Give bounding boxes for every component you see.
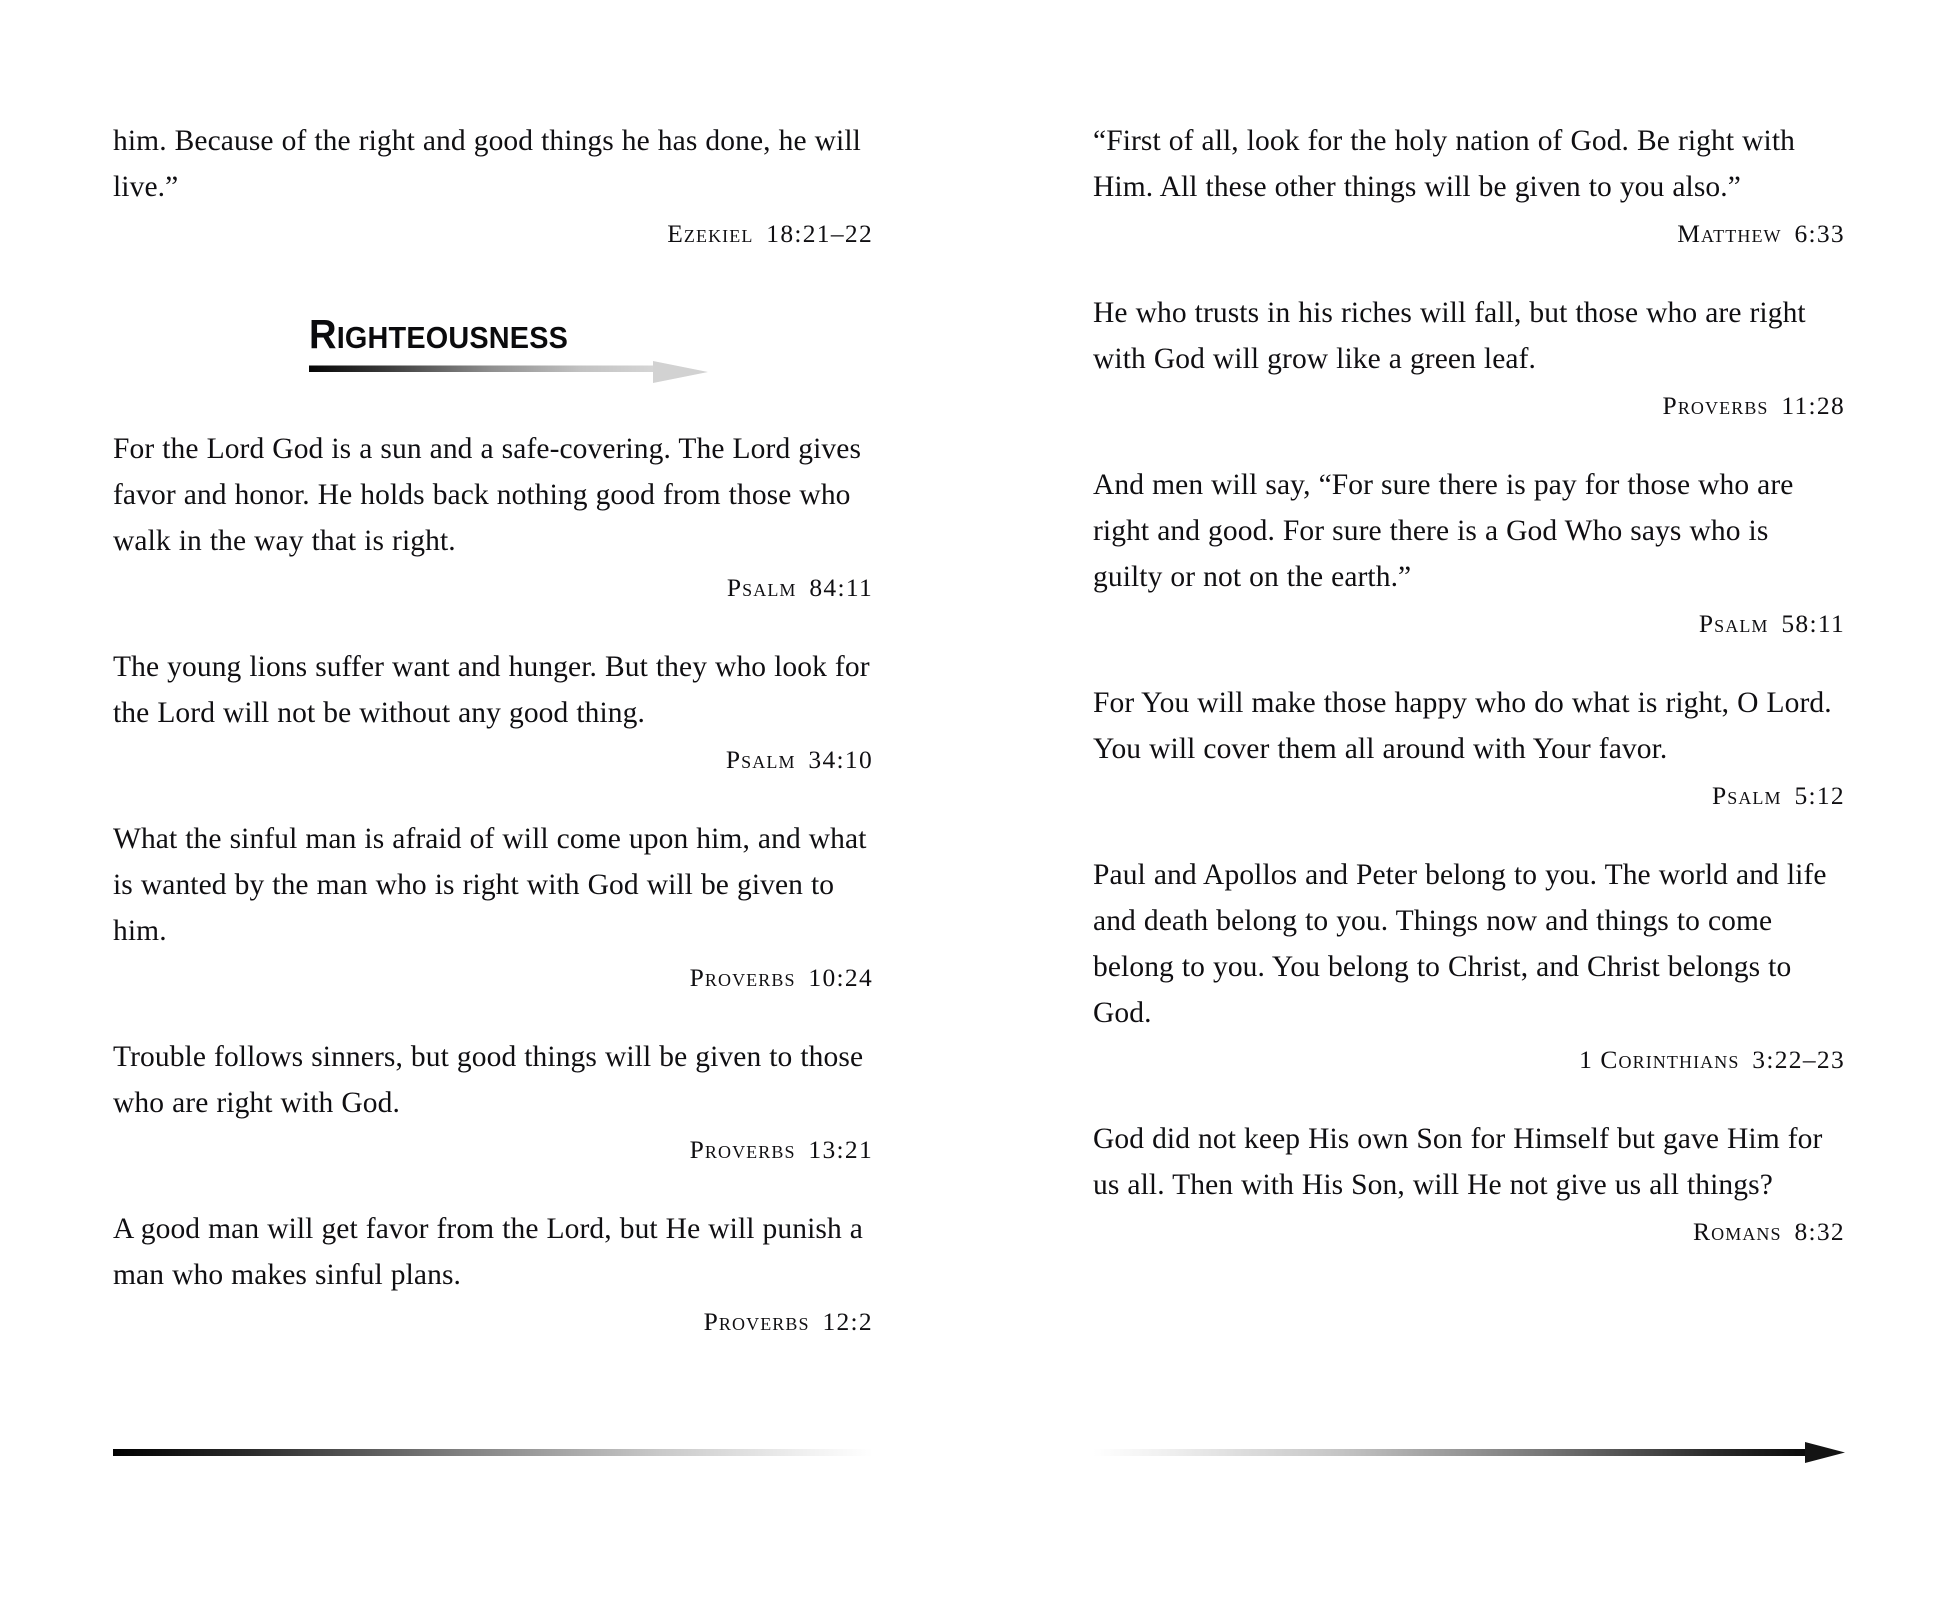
verse-text: And men will say, “For sure there is pay for those who are right and good. For sure there is a God Who says who is guilty or not on the earth.” xyxy=(1093,469,1794,593)
verse-reference-number: 13:21 xyxy=(795,1135,873,1164)
verse-block xyxy=(1093,1116,1845,1254)
verse-text: He who trusts in his riches will fall, but those who are right with God will grow like a green leaf. xyxy=(1093,297,1806,375)
section-heading-arrow-icon xyxy=(309,358,708,386)
verse-reference-book: Proverbs xyxy=(1662,391,1769,420)
verse-block xyxy=(113,118,873,256)
verse-reference xyxy=(1093,602,1845,646)
verse-block xyxy=(113,644,873,782)
verse-text: Paul and Apollos and Peter belong to you. The world and life and death belong to you. Things now and things to come belong to you. You belong to Christ, and Christ belongs to God. xyxy=(1093,859,1827,1029)
verse-reference-book: Psalm xyxy=(1698,609,1769,638)
right-page-column xyxy=(973,0,1946,1598)
verse-block xyxy=(113,426,873,610)
verse-reference-book: Ezekiel xyxy=(667,219,754,248)
section-heading-title xyxy=(309,311,569,357)
verse-reference xyxy=(1093,212,1845,256)
verse-block xyxy=(1093,462,1845,646)
verse-reference xyxy=(1093,774,1845,818)
verse-reference-number: 34:10 xyxy=(795,745,873,774)
verse-block xyxy=(1093,118,1845,256)
verse-text: “First of all, look for the holy nation of God. Be right with Him. All these other things will be given to you also.” xyxy=(1093,125,1795,203)
verse-block xyxy=(113,816,873,1000)
verse-reference xyxy=(1093,1210,1845,1254)
verse-reference xyxy=(113,956,873,1000)
section-heading xyxy=(113,308,873,386)
verse-block xyxy=(1093,680,1845,818)
verse-text: The young lions suffer want and hunger. But they who look for the Lord will not be without any good thing. xyxy=(113,651,870,729)
verse-reference xyxy=(113,738,873,782)
section-heading-dropcap: R xyxy=(309,311,337,357)
section-heading-rest: IGHTEOUSNESS xyxy=(336,320,569,355)
verse-reference xyxy=(113,1300,873,1344)
verse-text: him. Because of the right and good things he has done, he will live.” xyxy=(113,125,861,203)
verse-reference-book: 1 Corinthians xyxy=(1579,1045,1740,1074)
verse-reference-book: Psalm xyxy=(725,745,796,774)
verse-text: For You will make those happy who do what is right, O Lord. You will cover them all around with Your favor. xyxy=(1093,687,1832,765)
verse-reference xyxy=(113,566,873,610)
verse-text: For the Lord God is a sun and a safe-covering. The Lord gives favor and honor. He holds back nothing good from those who walk in the way that is right. xyxy=(113,433,862,557)
verse-reference-book: Proverbs xyxy=(703,1307,810,1336)
verse-text: Trouble follows sinners, but good things will be given to those who are right with God. xyxy=(113,1041,864,1119)
verse-reference xyxy=(1093,1038,1845,1082)
verse-reference-book: Psalm xyxy=(1711,781,1782,810)
verse-reference-number: 6:33 xyxy=(1781,219,1845,248)
verse-block xyxy=(113,1034,873,1172)
verse-reference-number: 12:2 xyxy=(809,1307,873,1336)
verse-text: What the sinful man is afraid of will come upon him, and what is wanted by the man who is right with God will be given to him. xyxy=(113,823,867,947)
verse-reference-number: 11:28 xyxy=(1768,391,1845,420)
verse-text: A good man will get favor from the Lord, but He will punish a man who makes sinful plans. xyxy=(113,1213,863,1291)
verse-reference-number: 18:21–22 xyxy=(753,219,873,248)
verse-reference xyxy=(1093,384,1845,428)
verse-reference-book: Proverbs xyxy=(689,963,796,992)
verse-reference-number: 58:11 xyxy=(1768,609,1845,638)
footer-rule-right-arrow-icon xyxy=(1093,1436,1845,1470)
verse-reference-number: 84:11 xyxy=(796,573,873,602)
verse-block xyxy=(1093,852,1845,1082)
verse-reference-number: 5:12 xyxy=(1781,781,1845,810)
verse-reference-number: 10:24 xyxy=(795,963,873,992)
verse-text: God did not keep His own Son for Himself but gave Him for us all. Then with His Son, will He not give us all things? xyxy=(1093,1123,1823,1201)
verse-block xyxy=(1093,290,1845,428)
verse-reference-book: Matthew xyxy=(1677,219,1782,248)
verse-reference xyxy=(113,1128,873,1172)
footer-rule-left-icon xyxy=(113,1436,873,1470)
verse-reference-book: Romans xyxy=(1693,1217,1782,1246)
verse-reference-book: Proverbs xyxy=(689,1135,796,1164)
verse-reference-book: Psalm xyxy=(726,573,797,602)
verse-block xyxy=(113,1206,873,1344)
verse-reference-number: 3:22–23 xyxy=(1739,1045,1845,1074)
verse-reference-number: 8:32 xyxy=(1781,1217,1845,1246)
verse-reference xyxy=(113,212,873,256)
